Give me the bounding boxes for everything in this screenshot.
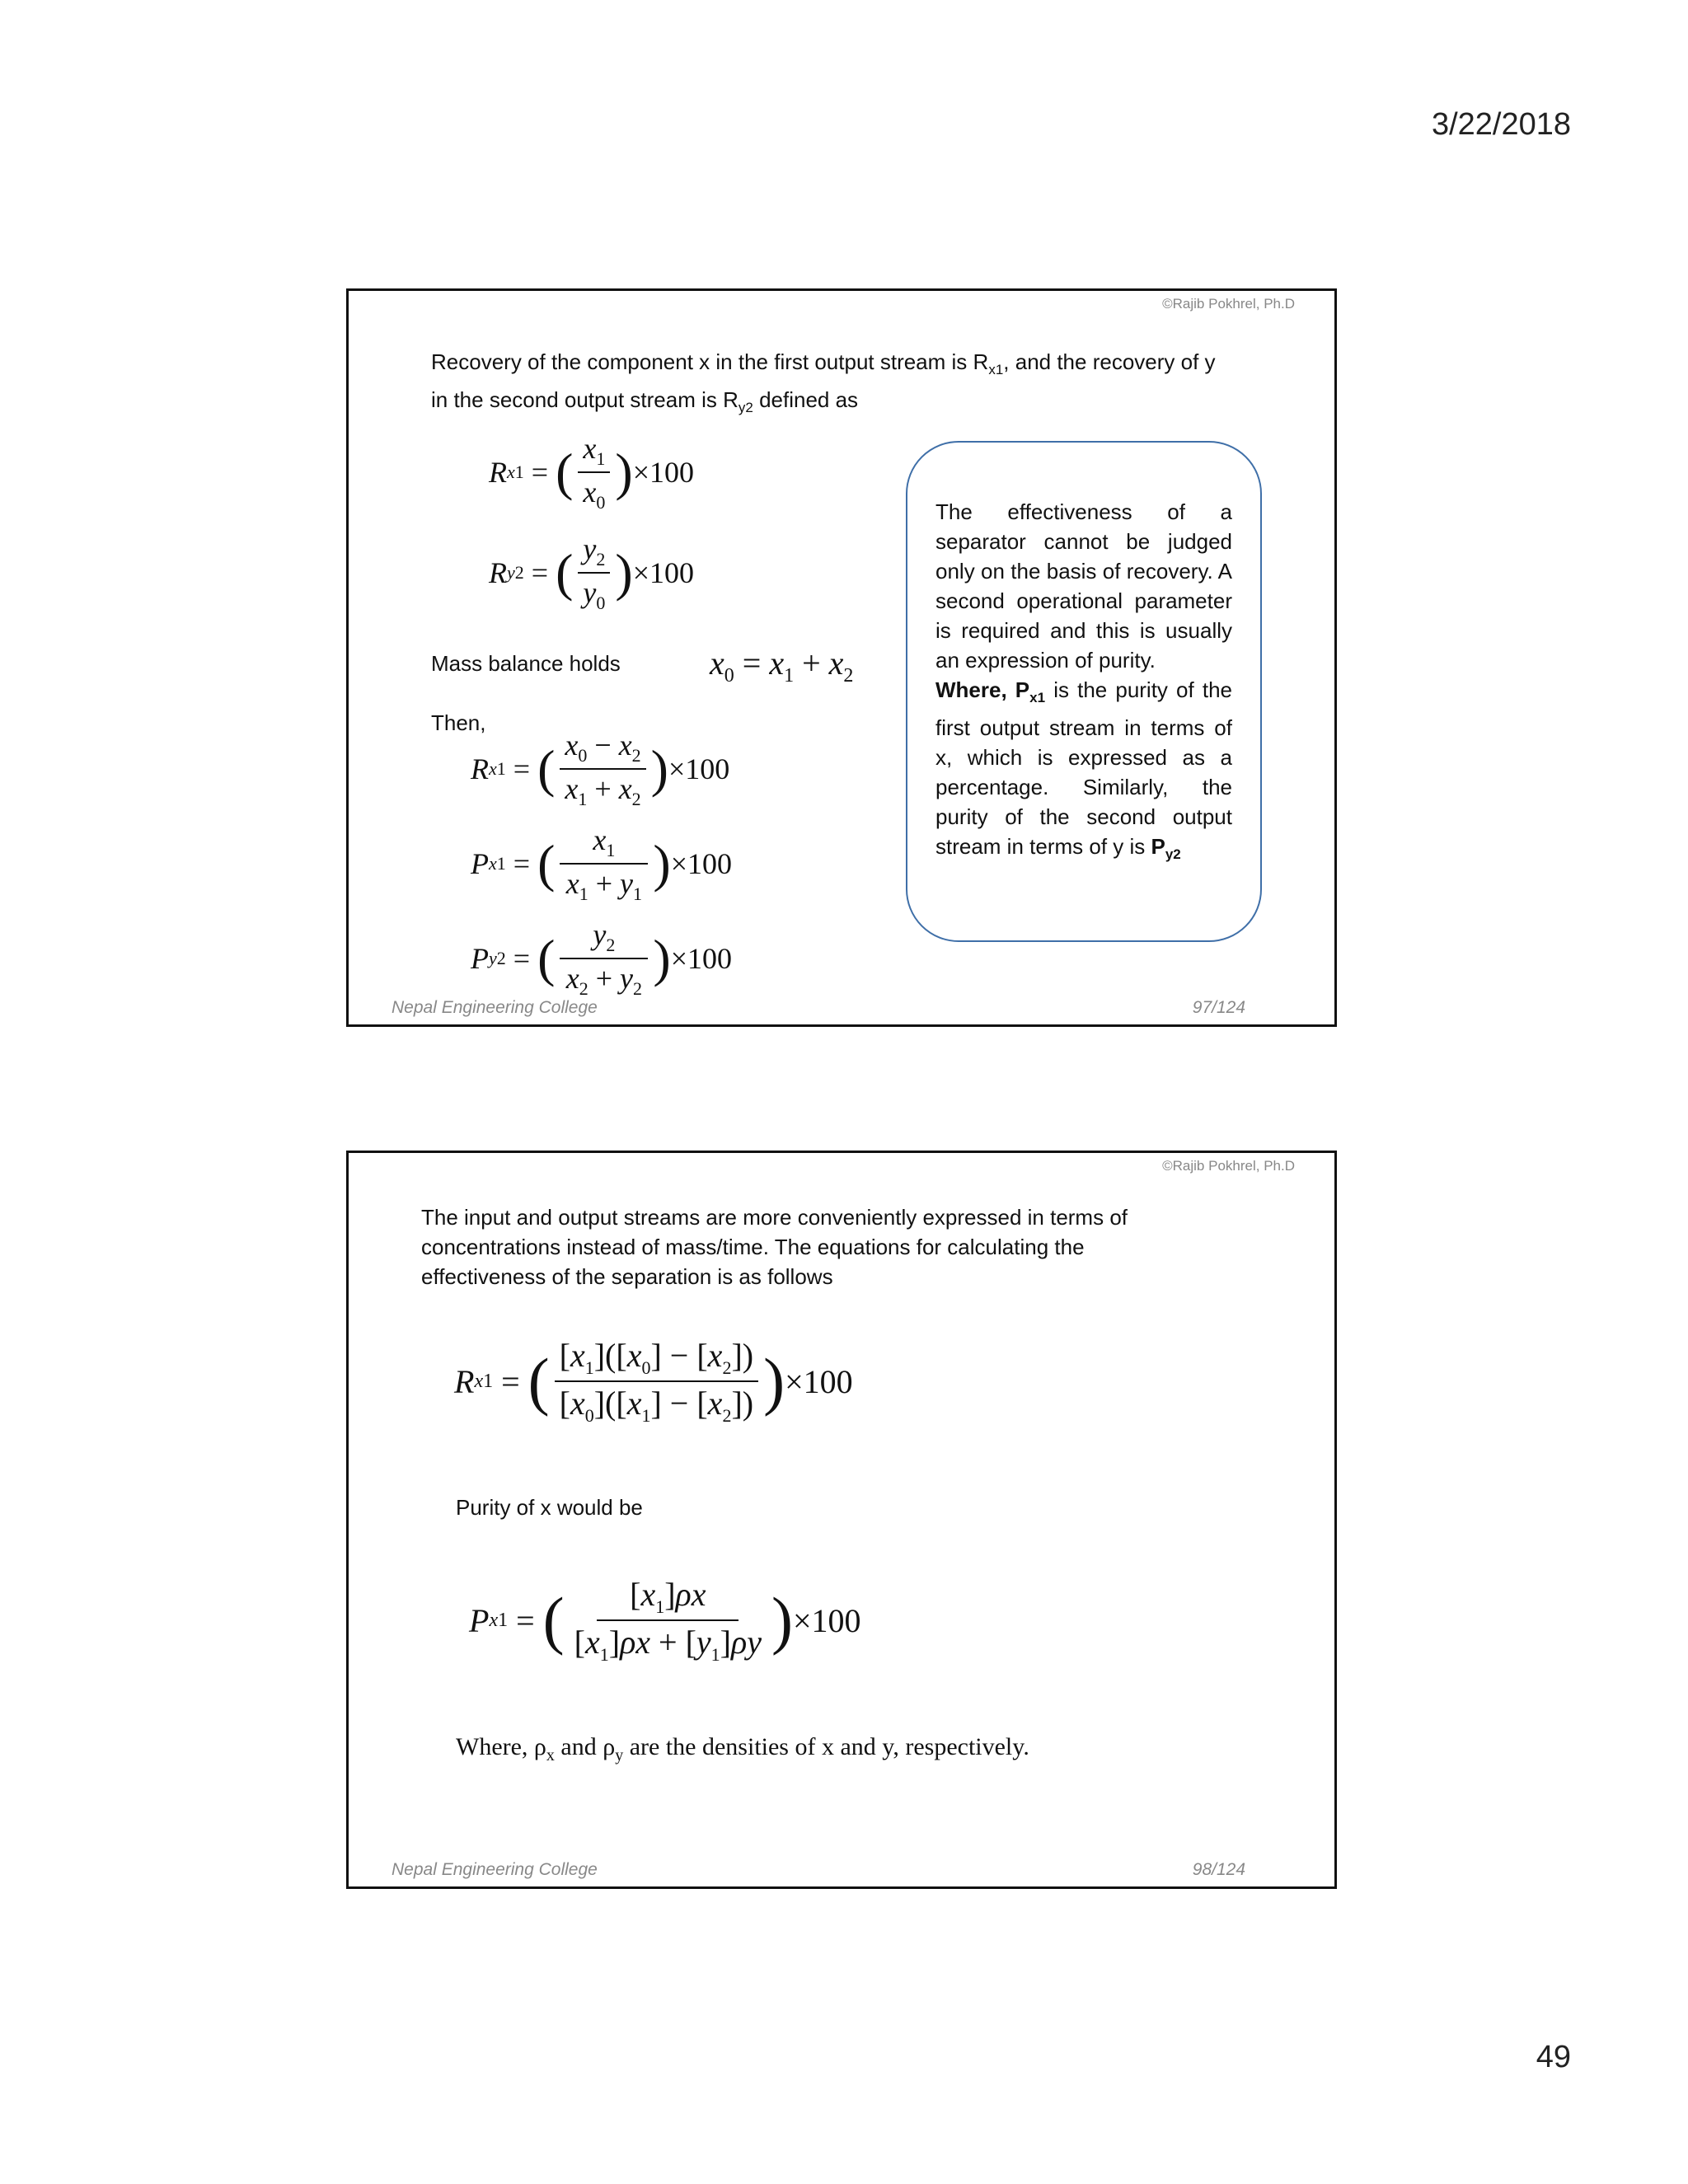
slide2-intro: The input and output streams are more conveniently expressed in terms of concentrations instead of mass/time. The equations for calculating the effectiveness of the separation is as follows <box>421 1205 1128 1289</box>
then-label: Then, <box>431 710 486 735</box>
equation-mass-balance: $x_0 = x_1 + x_2$ <box>710 644 854 687</box>
purity-callout-box <box>906 441 1262 942</box>
mass-balance-label: Mass balance holds <box>431 651 621 676</box>
slide-98 <box>346 1151 1337 1889</box>
slide1-intro: Recovery of the component x in the first output stream is $R_{x1}$, and the recovery of y in the second output stream is $R_{y2}$ defined as <box>431 349 1216 416</box>
equation-py2-purity: P y2 = ( $\frac{y_2}{x_2 + y_2}$ ) ×100 <box>471 918 732 1000</box>
equation-ry2-recovery: R y2 = ( $\frac{y_2}{y_0}$ ) ×100 <box>489 532 694 614</box>
page-number: 49 <box>1536 2040 1571 2074</box>
densities-note: Where, $\rho_x$ and $\rho_y$ are the densities of x and y, respectively. <box>456 1733 1029 1765</box>
equation-rx1-mass-balance: R x1 = ( $\frac{x_0 - x_2}{x_1 + x_2}$ ) ×100 <box>471 729 730 810</box>
page-date: 3/22/2018 <box>1431 107 1571 142</box>
footer-college: Nepal Engineering College <box>392 998 598 1017</box>
copyright: ©Rajib Pokhrel, Ph.D <box>1162 1158 1295 1174</box>
equation-rx1-recovery: R x1 = ( $\frac{x_1}{x_0}$ ) ×100 <box>489 432 694 513</box>
slide-97 <box>346 288 1337 1027</box>
copyright: ©Rajib Pokhrel, Ph.D <box>1162 296 1295 312</box>
callout-text: The effectiveness of a separator cannot be judged only on the basis of recovery. A second operational parameter is required and this is usually an expression of purity. Where, $P_{x1}$ is the purity of the first output stream in terms of x, which is expressed as a percentage. Similarly, the purity of the second output stream in terms of y is $P_{y2}$ <box>935 499 1233 863</box>
footer-slide-number: 97/124 <box>1192 998 1245 1017</box>
equation-px1-concentration: P x1 = ( $\frac{[x_1]\rho x}{[x_1]\rho x + [y_1]\rho y}$ ) ×100 <box>469 1576 861 1665</box>
equation-rx1-concentration: R x1 = ( $\frac{[x_1]([x_0] - [x_2])}{[x_0]([x_1] - [x_2])}$ ) ×100 <box>454 1337 853 1426</box>
footer-college: Nepal Engineering College <box>392 1860 598 1879</box>
equation-px1-purity: P x1 = ( $\frac{x_1}{x_1 + y_1}$ ) ×100 <box>471 823 732 905</box>
purity-label: Purity of x would be <box>456 1495 643 1520</box>
footer-slide-number: 98/124 <box>1192 1860 1245 1879</box>
